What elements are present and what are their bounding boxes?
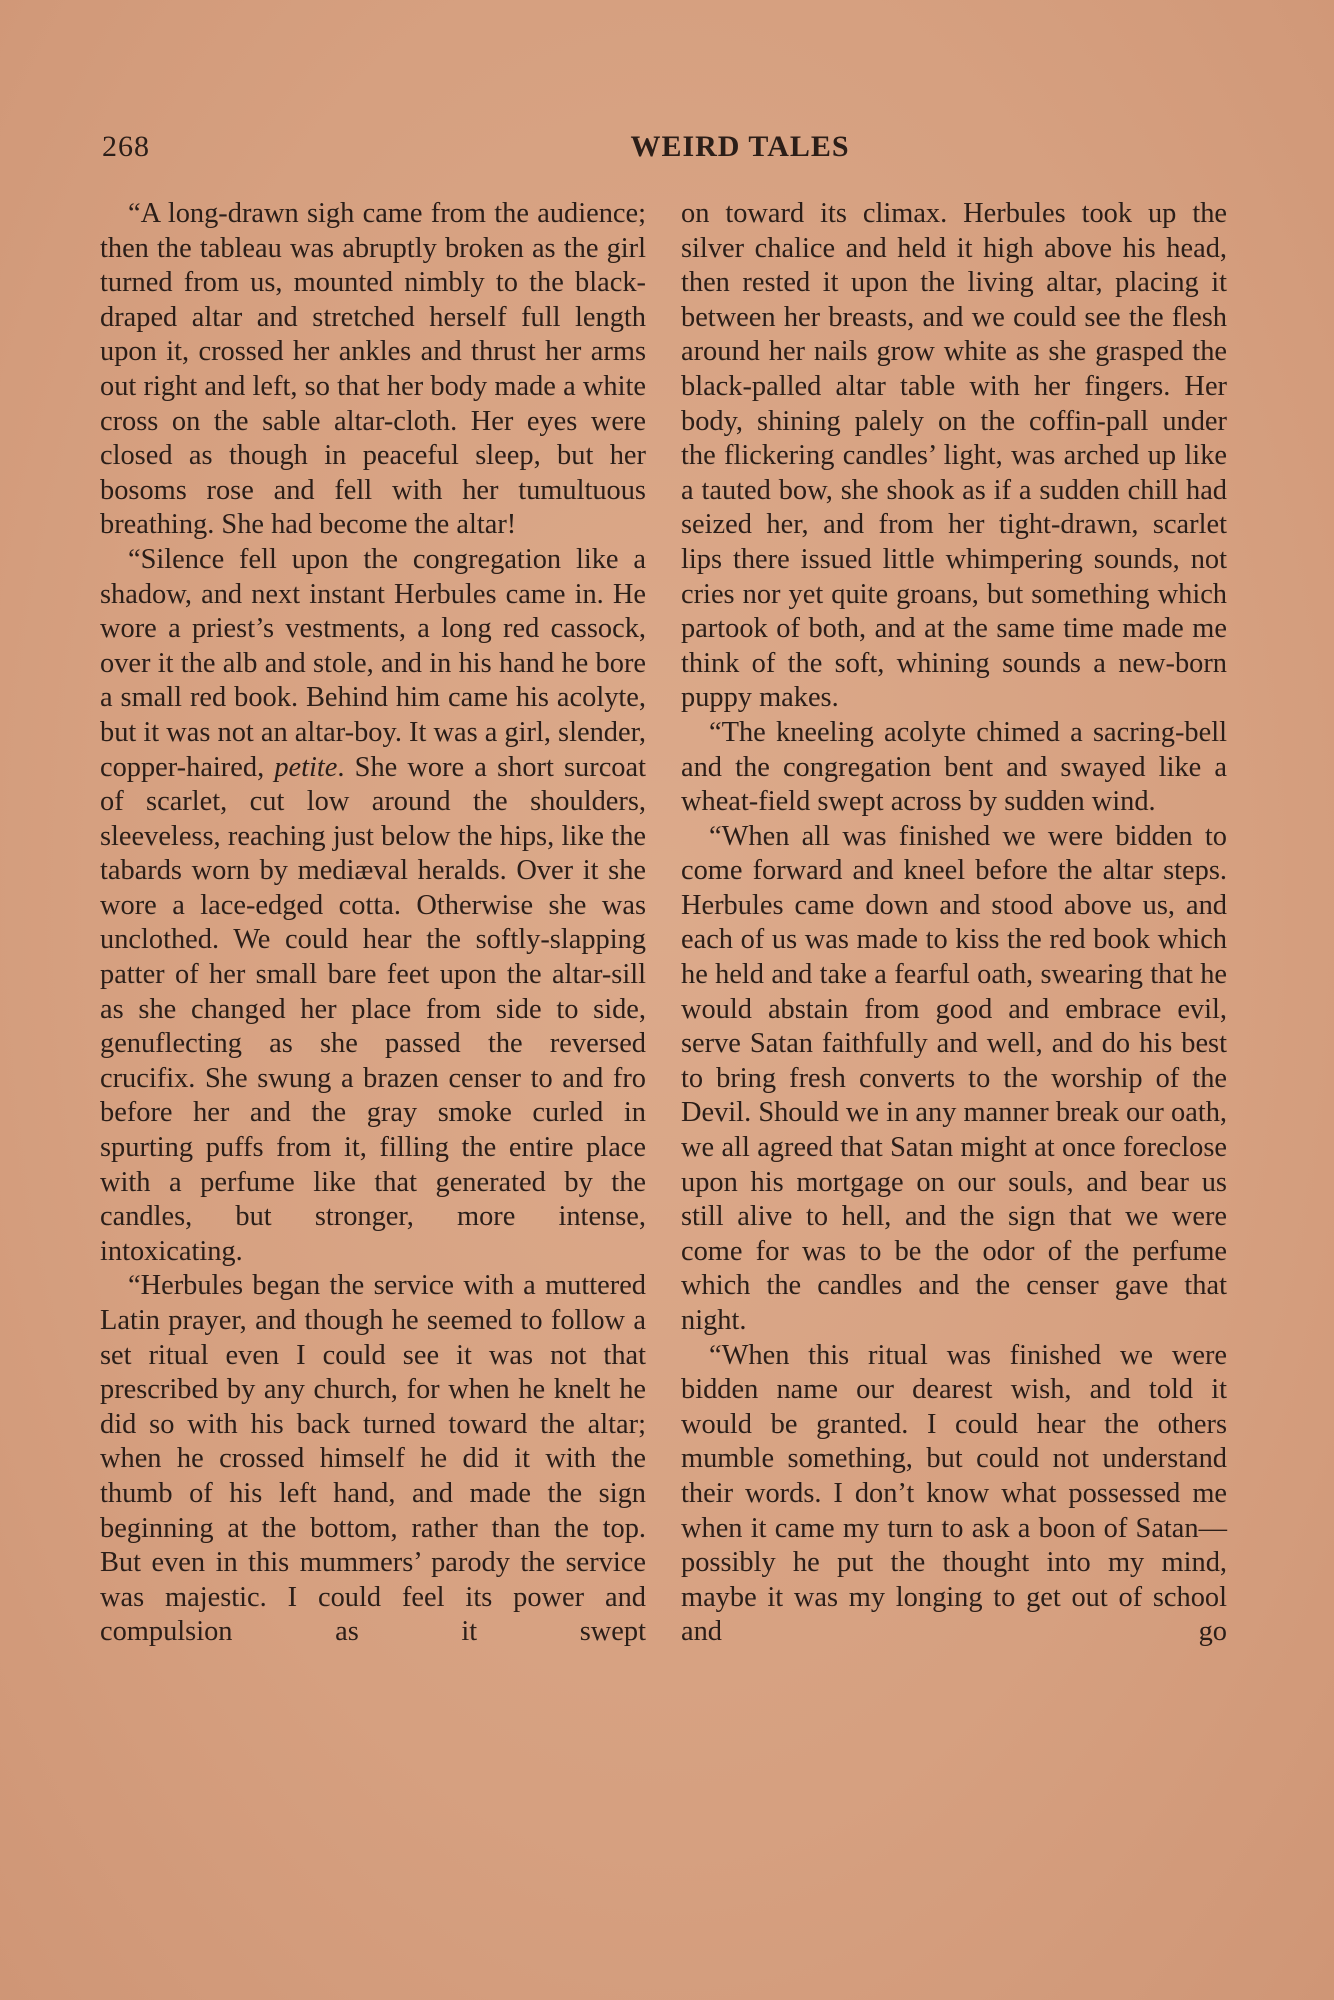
paragraph-text: “Silence fell upon the congregation like a shadow, and next instant Herbules came in. He wore a priest’s vestments, a long red cassock, over it the alb and stole, and in his hand he bore a small red book. Behind him came his acolyte, but it was not an altar-boy. It was a girl, slender, copper-haired, xyxy=(100,543,646,783)
paragraph xyxy=(100,543,646,1269)
paragraph: “A long-drawn sigh came from the audience; then the tableau was abruptly broken as the girl turned from us, mounted nimbly to the black-draped altar and stretched herself full length upon it, crossed her ankles and thrust her arms out right and left, so that her body made a white cross on the sable altar-cloth. Her eyes were closed as though in peaceful sleep, but her bosoms rose and fell with her tumultuous breathing. She had become the altar! xyxy=(100,198,646,541)
paragraph: on toward its climax. Herbules took up the silver chalice and held it high above his head, then rested it upon the living altar, placing it between her breasts, and we could see the flesh around her nails grow white as she grasped the black-palled altar table with her fingers. Her body, shining palely on the coffin-pall under the flickering candles’ light, was arched up like a tauted bow, she shook as if a sudden chill had seized her, and from her tight-drawn, scarlet lips there issued little whimpering sounds, not cries nor yet quite groans, but something which partook of both, and at the same time made me think of the soft, whining sounds a new-born puppy makes. xyxy=(681,198,1227,714)
paragraph: “When this ritual was finished we were bidden name our dearest wish, and told it would be granted. I could hear the others mumble something, but could not understand their words. I don’t know what possessed me when it came my turn to ask a boon of Satan—possibly he put the thought into my mind, maybe it was my longing to get out of school and go xyxy=(681,1339,1227,1648)
page-number: 268 xyxy=(102,130,150,163)
left-column xyxy=(100,197,646,1650)
paragraph: “Herbules began the service with a muttered Latin prayer, and though he seemed to follow a set ritual even I could see it was not that prescribed by any church, for when he knelt he did so with his back turned toward the altar; when he crossed himself he did it with the thumb of his left hand, and made the sign beginning at the bottom, rather than the top. But even in this mummers’ parody the service was majestic. I could feel its power and compulsion as it swept xyxy=(100,1270,646,1648)
page-header xyxy=(102,130,1228,174)
paragraph: “The kneeling acolyte chimed a sacring-bell and the congregation bent and swayed like a wheat-field swept across by sudden wind. xyxy=(681,716,1227,818)
paragraph-text: . She wore a short surcoat of scarlet, cut low around the shoulders, sleeveless, reaching just below the hips, like the tabards worn by mediæval heralds. Over it she wore a lace-edged cotta. Otherwise she was unclothed. We could hear the softly-slapping patter of her small bare feet upon the altar-sill as she changed her place from side to side, genuflecting as she passed the reversed crucifix. She swung a brazen censer to and fro before her and the gray smoke curled in spurting puffs from it, filling the entire place with a perfume like that generated by the candles, but stronger, more intense, intoxicating. xyxy=(100,751,646,1267)
italic-word: petite xyxy=(274,751,338,783)
right-column xyxy=(681,197,1227,1650)
paragraph: “When all was finished we were bidden to come forward and kneel before the altar steps. Herbules came down and stood above us, and each of us was made to kiss the red book which he held and take a fearful oath, swearing that he would abstain from good and embrace evil, serve Satan faithfully and well, and do his best to bring fresh converts to the worship of the Devil. Should we in any manner break our oath, we all agreed that Satan might at once foreclose upon his mortgage on our souls, and bear us still alive to hell, and the sign that we were come for was to be the odor of the perfume which the candles and the censer gave that night. xyxy=(681,820,1227,1336)
running-title: WEIRD TALES xyxy=(630,130,850,163)
